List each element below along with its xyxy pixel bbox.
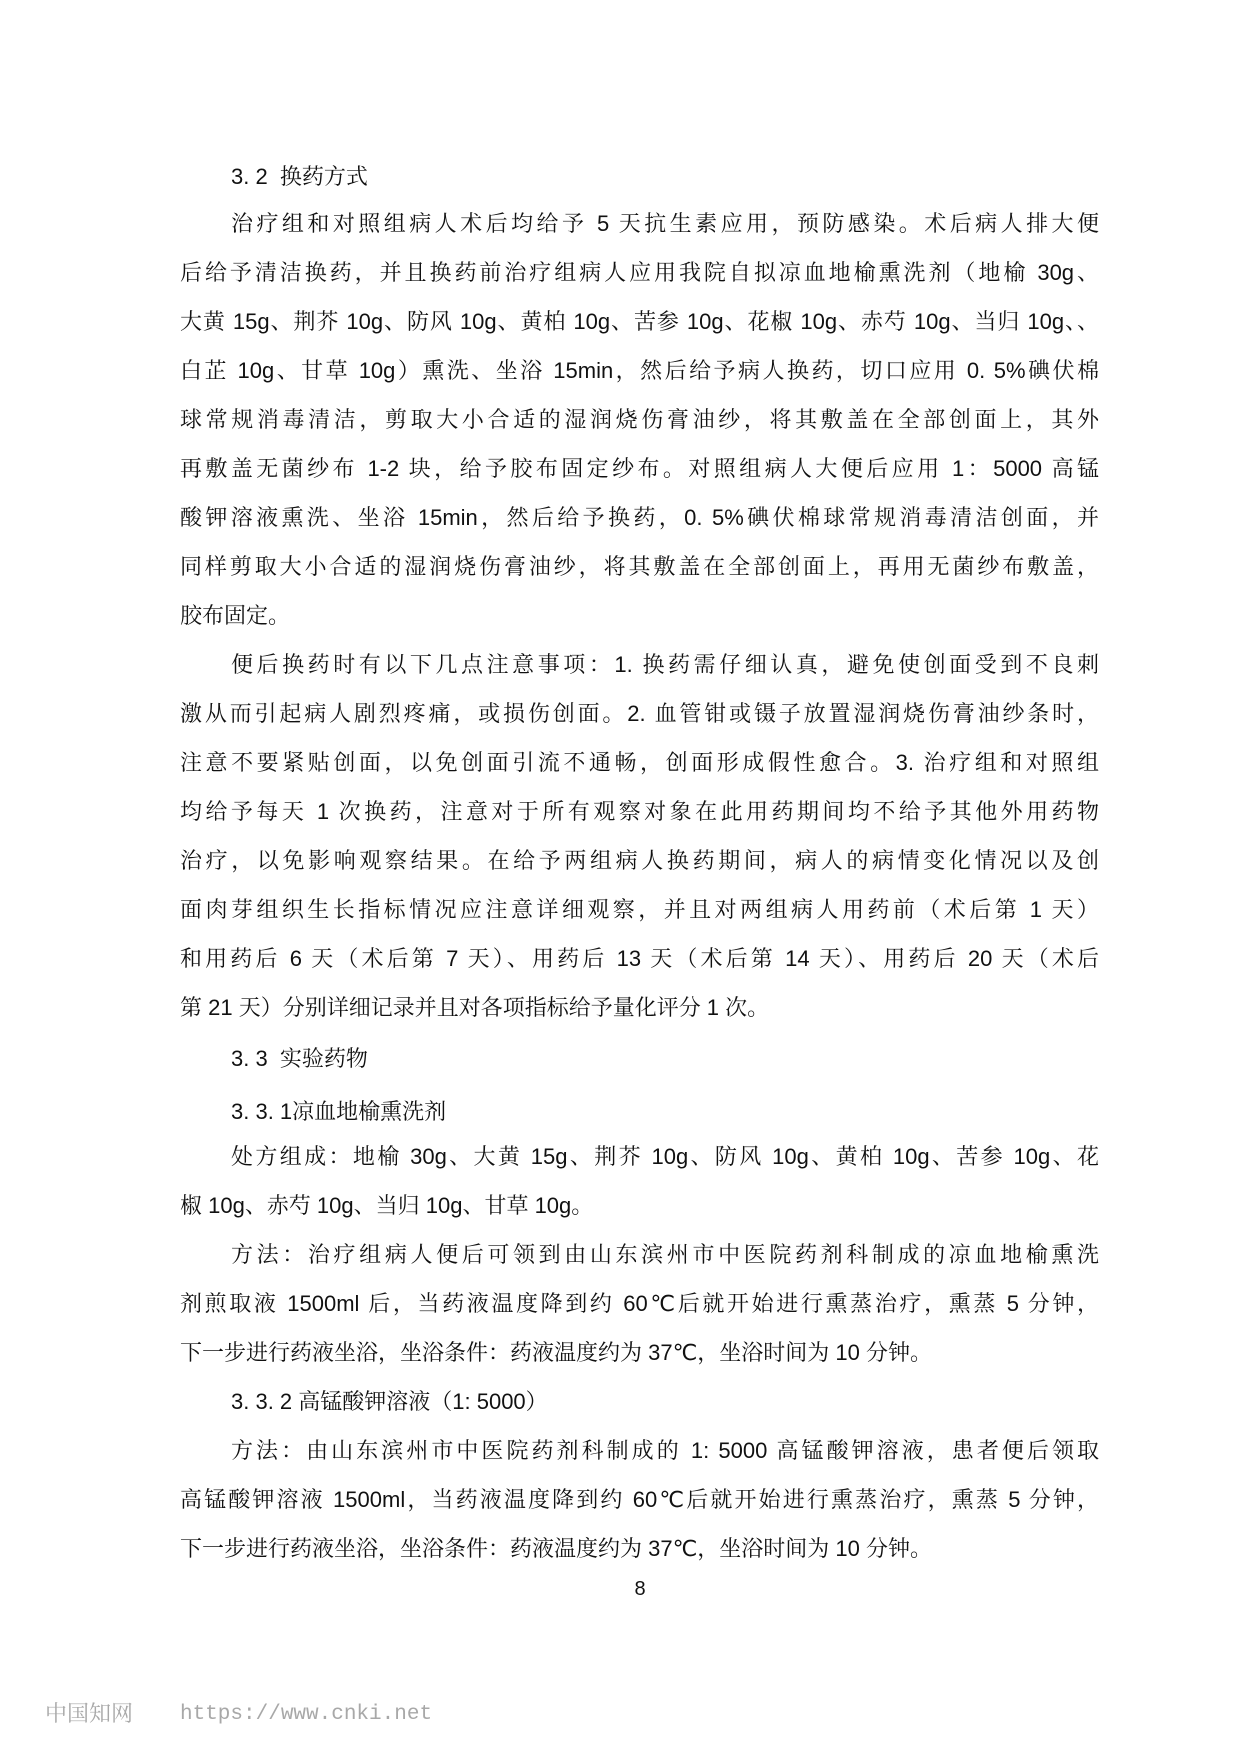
text-line: 均给予每天 1 次换药，注意对于所有观察对象在此用药期间均不给予其他外用药物 bbox=[180, 799, 1099, 824]
text-line: 注意不要紧贴创面，以免创面引流不通畅，创面形成假性愈合。3. 治疗组和对照组 bbox=[180, 750, 1099, 775]
text-line: 方法：由山东滨州市中医院药剂科制成的 1: 5000 高锰酸钾溶液，患者便后领取 bbox=[231, 1438, 1099, 1463]
text-line: 治疗，以免影响观察结果。在给予两组病人换药期间，病人的病情变化情况以及创 bbox=[180, 848, 1099, 873]
text-line: 同样剪取大小合适的湿润烧伤膏油纱，将其敷盖在全部创面上，再用无菌纱布敷盖， bbox=[180, 554, 1099, 579]
text-line: 面肉芽组织生长指标情况应注意详细观察，并且对两组病人用药前（术后第 1 天） bbox=[180, 897, 1099, 922]
text-line: 和用药后 6 天（术后第 7 天）、用药后 13 天（术后第 14 天）、用药后 20 天（术后 bbox=[180, 946, 1099, 971]
text-line: 白芷 10g、甘草 10g）熏洗、坐浴 15min，然后给予病人换药，切口应用 0. 5%碘伏棉 bbox=[180, 358, 1099, 383]
text-line: 大黄 15g、荆芥 10g、防风 10g、黄柏 10g、苦参 10g、花椒 10g、赤芍 10g、当归 10g、、 bbox=[180, 309, 1099, 334]
text-line: 椒 10g、赤芍 10g、当归 10g、甘草 10g。 bbox=[180, 1193, 594, 1218]
text-line: 下一步进行药液坐浴，坐浴条件：药液温度约为 37℃，坐浴时间为 10 分钟。 bbox=[180, 1536, 932, 1561]
subsection-heading: 3. 3. 2 高锰酸钾溶液（1: 5000） bbox=[231, 1389, 548, 1414]
watermark-brand: 中国知网 bbox=[45, 1702, 134, 1727]
watermark-url: https://www.cnki.net bbox=[180, 1703, 433, 1726]
section-heading: 3. 2 换药方式 bbox=[231, 164, 368, 189]
text-line: 处方组成：地榆 30g、大黄 15g、荆芥 10g、防风 10g、黄柏 10g、苦参 10g、花 bbox=[231, 1144, 1099, 1169]
text-line: 后给予清洁换药，并且换药前治疗组病人应用我院自拟凉血地榆熏洗剂（地榆 30g、 bbox=[180, 260, 1099, 285]
section-heading: 3. 3 实验药物 bbox=[231, 1046, 368, 1071]
text-line: 治疗组和对照组病人术后均给予 5 天抗生素应用，预防感染。术后病人排大便 bbox=[231, 211, 1099, 236]
text-line: 便后换药时有以下几点注意事项：1. 换药需仔细认真，避免使创面受到不良刺 bbox=[231, 652, 1099, 677]
text-line: 酸钾溶液熏洗、坐浴 15min，然后给予换药，0. 5%碘伏棉球常规消毒清洁创面，并 bbox=[180, 505, 1099, 530]
text-line: 高锰酸钾溶液 1500ml，当药液温度降到约 60℃后就开始进行熏蒸治疗，熏蒸 5 分钟， bbox=[180, 1487, 1099, 1512]
text-line: 第 21 天）分别详细记录并且对各项指标给予量化评分 1 次。 bbox=[180, 995, 770, 1020]
text-line: 球常规消毒清洁，剪取大小合适的湿润烧伤膏油纱，将其敷盖在全部创面上，其外 bbox=[180, 407, 1099, 432]
subsection-heading: 3. 3. 1凉血地榆熏洗剂 bbox=[231, 1099, 447, 1124]
text-line: 剂煎取液 1500ml 后，当药液温度降到约 60℃后就开始进行熏蒸治疗，熏蒸 5 分钟， bbox=[180, 1291, 1099, 1316]
text-line: 再敷盖无菌纱布 1-2 块，给予胶布固定纱布。对照组病人大便后应用 1：5000 高锰 bbox=[180, 456, 1099, 481]
text-line: 激从而引起病人剧烈疼痛，或损伤创面。2. 血管钳或镊子放置湿润烧伤膏油纱条时， bbox=[180, 701, 1099, 726]
text-line: 方法：治疗组病人便后可领到由山东滨州市中医院药剂科制成的凉血地榆熏洗 bbox=[231, 1242, 1099, 1267]
page-number: 8 bbox=[634, 1578, 646, 1600]
text-line: 胶布固定。 bbox=[180, 603, 291, 628]
text-line: 下一步进行药液坐浴，坐浴条件：药液温度约为 37℃，坐浴时间为 10 分钟。 bbox=[180, 1340, 932, 1365]
